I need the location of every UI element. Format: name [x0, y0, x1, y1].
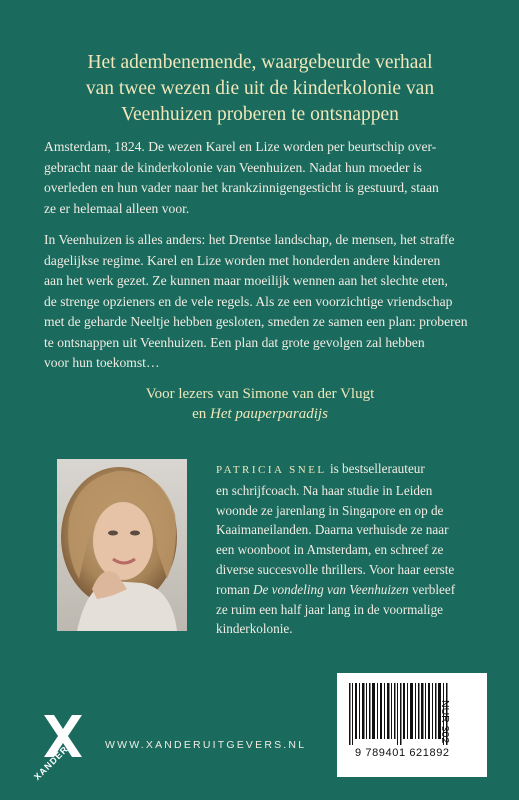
synopsis-paragraph-2 [44, 230, 476, 374]
author-bio [216, 459, 476, 639]
bio-line: een woonboot in Amsterdam, en schreef ze [216, 542, 444, 558]
text-line: gebracht naar de kinderkolonie van Veenhuizen. Nadat hun moeder is [44, 159, 422, 175]
bio-line [216, 580, 476, 600]
bio-line: Kaaimaneilanden. Daarna verhuisde ze naar [216, 522, 449, 538]
text-line: te ontsnappen uit Veenhuizen. Een plan dat grote gevolgen zal hebben [44, 334, 425, 350]
tagline-line: Veenhuizen proberen te ontsnappen [121, 104, 399, 125]
bio-text: roman [216, 581, 253, 597]
text-line: de strenge opzieners en de vele regels. Als ze een voorzichtige vriendschap [44, 293, 453, 309]
author-name: PATRICIA SNEL [216, 464, 327, 476]
bio-line [216, 459, 476, 481]
readers-line [60, 404, 460, 424]
readers-prefix: en [192, 406, 210, 422]
book-title: De vondeling van Veenhuizen [253, 581, 409, 597]
text-line: Amsterdam, 1824. De wezen Karel en Lize worden per beurtschip over- [44, 139, 437, 154]
readers-recommendation [60, 384, 460, 424]
author-photo [57, 459, 187, 631]
bio-text: verbleef [408, 581, 456, 597]
bio-line: kinderkolonie. [216, 621, 293, 637]
bio-line: woonde ze jarenlang in Singapore en op de [216, 502, 444, 518]
tagline [30, 50, 490, 128]
barcode [337, 673, 487, 777]
tagline-line: Het adembenemende, waargebeurde verhaal [87, 52, 433, 73]
tagline-line: van twee wezen die uit de kinderkolonie van [85, 78, 435, 99]
text-line: met de geharde Neeltje hebben gesloten, smeden ze samen een plan: proberen [44, 314, 468, 329]
barcode-number: 9 789401 621892 [355, 747, 450, 759]
bio-line: diverse succesvolle thrillers. Voor haar eerste [216, 561, 455, 577]
barcode-bars-image [337, 673, 487, 777]
publisher-logo-text: XANDER [32, 743, 71, 783]
nur-code: NUR 302 [439, 700, 451, 744]
text-line: ze er helemaal alleen voor. [44, 200, 190, 216]
text-line: voor hun toekomst… [44, 355, 160, 370]
bio-line: ze ruim een half jaar lang in de voormalige [216, 601, 444, 617]
text-line: overleden en hun vader naar het krankzinnigengesticht is gestuurd, staan [44, 180, 439, 195]
text-line: aan het werk gezet. Ze kunnen maar moeilijk wennen aan het slechte eten, [44, 273, 448, 288]
text-line: dagelijkse regime. Karel en Lize worden met honderden andere kinderen [44, 252, 441, 268]
readers-line: Voor lezers van Simone van der Vlugt [145, 386, 375, 402]
bio-text: is bestsellerauteur [326, 461, 425, 476]
readers-title: Het pauperparadijs [210, 406, 328, 422]
author-portrait-image [57, 459, 187, 631]
publisher-website: WWW.XANDERUITGEVERS.NL [105, 739, 307, 751]
synopsis-paragraph-1 [44, 137, 476, 219]
bio-line: en schrijfcoach. Na haar studie in Leiden [216, 482, 433, 498]
text-line: In Veenhuizen is alles anders: het Drentse landschap, de mensen, het straffe [44, 232, 455, 247]
